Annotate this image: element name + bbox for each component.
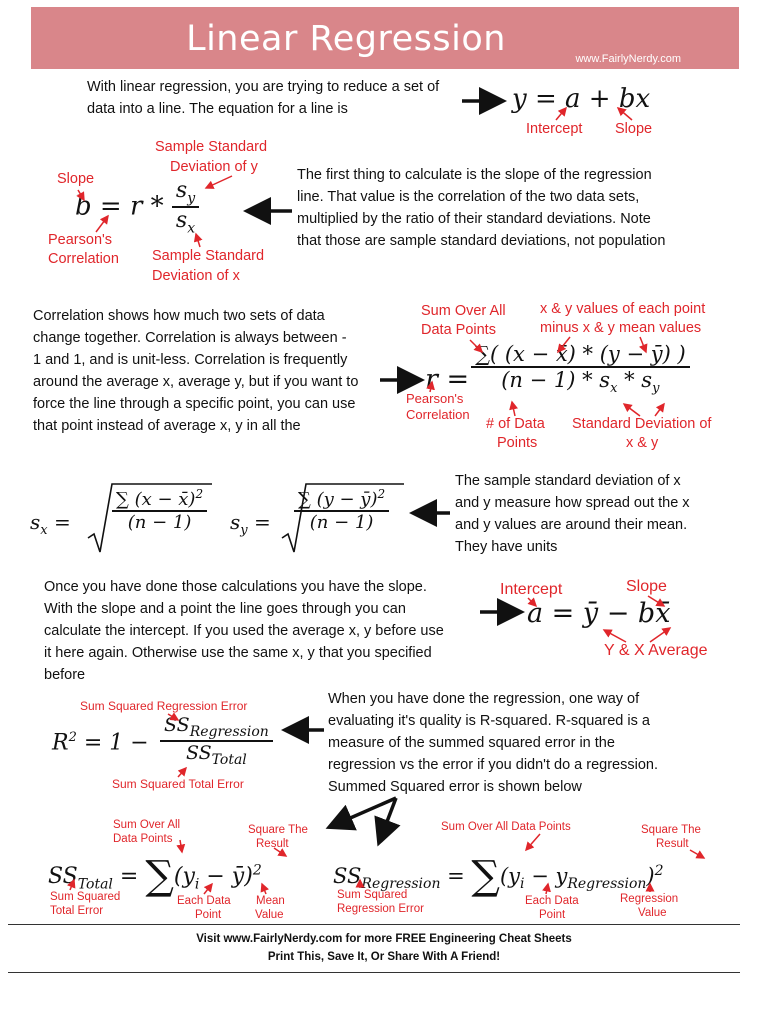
left-sum-1: Sum Over All (113, 819, 181, 831)
left-sum-2: Data Points (113, 833, 173, 845)
label-slope-b: Slope (57, 171, 95, 187)
r2-text-3: measure of the summed squared error in the (328, 735, 615, 751)
red-arrow-xy2 (640, 337, 646, 352)
red-arrow-sd2 (655, 404, 664, 416)
left-point-2: Point (195, 909, 222, 921)
red-arrow-int-a (528, 598, 536, 606)
red-arrow-right-sum (526, 834, 540, 850)
red-arrow-slope-b (78, 190, 84, 200)
red-arrow-left-square (274, 848, 286, 856)
label-slope: Slope (615, 121, 653, 137)
red-arrow-right-point (546, 884, 548, 894)
red-arrow-sst-bottom (178, 768, 186, 777)
r2-text-2: evaluating it's quality is R-squared. R-squared is a (328, 713, 650, 729)
red-arrow-pearson-r (430, 382, 432, 392)
red-arrow-avg2 (650, 628, 670, 642)
sx-fraction: $\frac{\sum (x - x̄)^2}{(n - 1)}$ (112, 487, 207, 533)
int-text-5: before (44, 667, 86, 683)
red-arrow-pearson (96, 216, 108, 232)
left-square-1: Square The (248, 824, 308, 836)
right-ssr-2: Regression Error (337, 903, 424, 915)
red-arrow-right-square (690, 850, 704, 858)
red-arrow-sdx (196, 234, 200, 247)
label-sd-2: x & y (626, 435, 659, 451)
slope-equation: b = r * $\frac{s_y}{s_x}$ (75, 178, 199, 237)
left-square-2: Result (256, 838, 289, 850)
corr-text-2: change together. Correlation is always between - (33, 330, 347, 346)
label-pearson-r2: Correlation (406, 407, 470, 422)
red-arrow-left-mean (262, 884, 266, 894)
slope-text-2: line. That value is the correlation of the two data sets, (297, 189, 640, 205)
label-sst-bottom: Sum Squared Total Error (112, 777, 244, 791)
line-equation: y = a + bx (512, 84, 651, 114)
left-mean-2: Value (255, 909, 284, 921)
red-arrow-slope-a (648, 596, 664, 606)
right-point-1: Each Data (525, 895, 579, 907)
label-slope-b2: Slope (626, 578, 667, 595)
left-mean-1: Mean (256, 895, 285, 907)
page-title: Linear Regression (186, 19, 506, 59)
r2-text-1: When you have done the regression, one way of (328, 691, 640, 707)
label-sum-1: Sum Over All (421, 303, 506, 319)
red-arrow-avg1 (604, 630, 626, 642)
footer-divider-top (8, 924, 740, 925)
corr-text-3: 1 and 1, and is unit-less. Correlation is frequently (33, 352, 348, 368)
int-text-3: calculate the intercept. If you used the average x, y before use (44, 623, 444, 639)
int-text-1: Once you have done those calculations you have the slope. (44, 579, 427, 595)
red-arrow-sdy (206, 176, 232, 188)
red-arrow-sd1 (624, 404, 640, 416)
sy-fraction: $\frac{\sum (y - ȳ)^2}{(n - 1)}$ (294, 487, 389, 533)
sx-label: $s_x$ = (30, 510, 71, 538)
label-n-2: Points (497, 435, 538, 451)
sd-text-3: and y values are around their mean. (455, 517, 688, 533)
intro-text-1: With linear regression, you are trying to reduce a set of (87, 79, 440, 95)
red-arrow-ssr-top (168, 714, 178, 720)
label-xy-1: x & y values of each point (540, 301, 706, 317)
int-text-2: With the slope and a point the line goes through you can (44, 601, 406, 617)
label-ssr-top: Sum Squared Regression Error (80, 699, 248, 713)
sd-text-1: The sample standard deviation of x (455, 473, 681, 489)
left-point-1: Each Data (177, 895, 231, 907)
label-sum-2: Data Points (421, 322, 496, 338)
left-sst-1: Sum Squared (50, 891, 121, 903)
label-sd-1: Standard Deviation of (572, 416, 712, 432)
red-arrow-n (512, 402, 515, 416)
red-arrow-left-sum (180, 840, 182, 852)
label-pearson-r1: Pearson's (406, 391, 464, 406)
corr-fraction: $\frac{\sum( (x - x̄) * (y - ȳ) )}{(n - 1) * s_x * s_y}$ (471, 342, 690, 396)
footer-line-1: Visit www.FairlyNerdy.com for more FREE Engineering Cheat Sheets (196, 933, 572, 945)
corr-r: r = (425, 364, 470, 395)
label-average: Y & X Average (604, 642, 708, 659)
label-xy-2: minus x & y mean values (540, 320, 702, 336)
sy-label: $s_y$ = (230, 510, 271, 538)
right-square-2: Result (656, 838, 689, 850)
r2-text-5: Summed Squared error is shown below (328, 779, 582, 795)
red-arrow-left-sst (70, 880, 74, 890)
sqrt-sx (88, 484, 212, 552)
sd-text-2: and y measure how spread out the x (455, 495, 690, 511)
label-sdy-2: Deviation of y (170, 159, 258, 175)
corr-text-4: around the average x, average y, but if you want to (33, 374, 359, 390)
r2-lhs: $R^2 = 1$ − (52, 730, 149, 756)
site-url[interactable]: www.FairlyNerdy.com (575, 53, 681, 65)
red-arrow-left-point (204, 884, 212, 894)
left-sst-2: Total Error (50, 905, 104, 917)
sst-equation: $SS_{Total} = \sum(y_i$ − ȳ)$^2$ (48, 853, 262, 899)
intercept-equation: a = ȳ − bx̄ (527, 598, 671, 629)
slope-text-3: multiplied by the ratio of their standard deviations. Note (297, 211, 651, 227)
slope-text-1: The first thing to calculate is the slope of the regression (297, 167, 652, 183)
sqrt-sy (282, 484, 404, 552)
int-text-4: it here again. Otherwise use the same x, y that you specified (44, 645, 432, 661)
right-ssr-1: Sum Squared (337, 889, 408, 901)
r2-text-4: regression vs the error if you didn't do a regression. (328, 757, 658, 773)
corr-text-5: force the line through a specific point, you can use (33, 396, 356, 412)
right-reg-1: Regression (620, 893, 679, 905)
intro-text-2: data into a line. The equation for a line is (87, 101, 348, 117)
right-reg-2: Value (638, 907, 667, 919)
right-square-1: Square The (641, 824, 701, 836)
label-pearson-1: Pearson's (48, 232, 113, 248)
ssr-equation: $SS_{Regression} = \sum(y_i - y_{Regression})^2$ (333, 853, 664, 899)
sd-text-4: They have units (455, 539, 558, 555)
label-sdx-2: Deviation of x (152, 268, 240, 284)
red-arrow-xy1 (558, 337, 570, 352)
corr-text-6: that point instead of average x, y in all the (33, 418, 301, 434)
label-sdx-1: Sample Standard (152, 248, 265, 264)
right-point-2: Point (539, 909, 566, 921)
r2-fraction: $\frac{SS_{Regression}}{SS_{Total}}$ (160, 714, 273, 768)
footer-line-2: Print This, Save It, Or Share With A Friend! (267, 951, 501, 963)
red-arrow-sum (470, 340, 482, 352)
label-intercept-a: Intercept (500, 581, 563, 598)
label-sdy-1: Sample Standard (155, 139, 268, 155)
label-pearson-2: Correlation (48, 251, 119, 267)
label-n-1: # of Data (486, 416, 545, 432)
red-arrow-slope (618, 108, 632, 120)
right-sum: Sum Over All Data Points (441, 821, 571, 833)
footer-divider-bottom (8, 972, 740, 973)
label-intercept: Intercept (526, 121, 583, 137)
corr-text-1: Correlation shows how much two sets of data (33, 308, 325, 324)
red-arrow-intercept (556, 108, 566, 120)
slope-text-4: that those are sample standard deviations, not population (297, 233, 666, 249)
